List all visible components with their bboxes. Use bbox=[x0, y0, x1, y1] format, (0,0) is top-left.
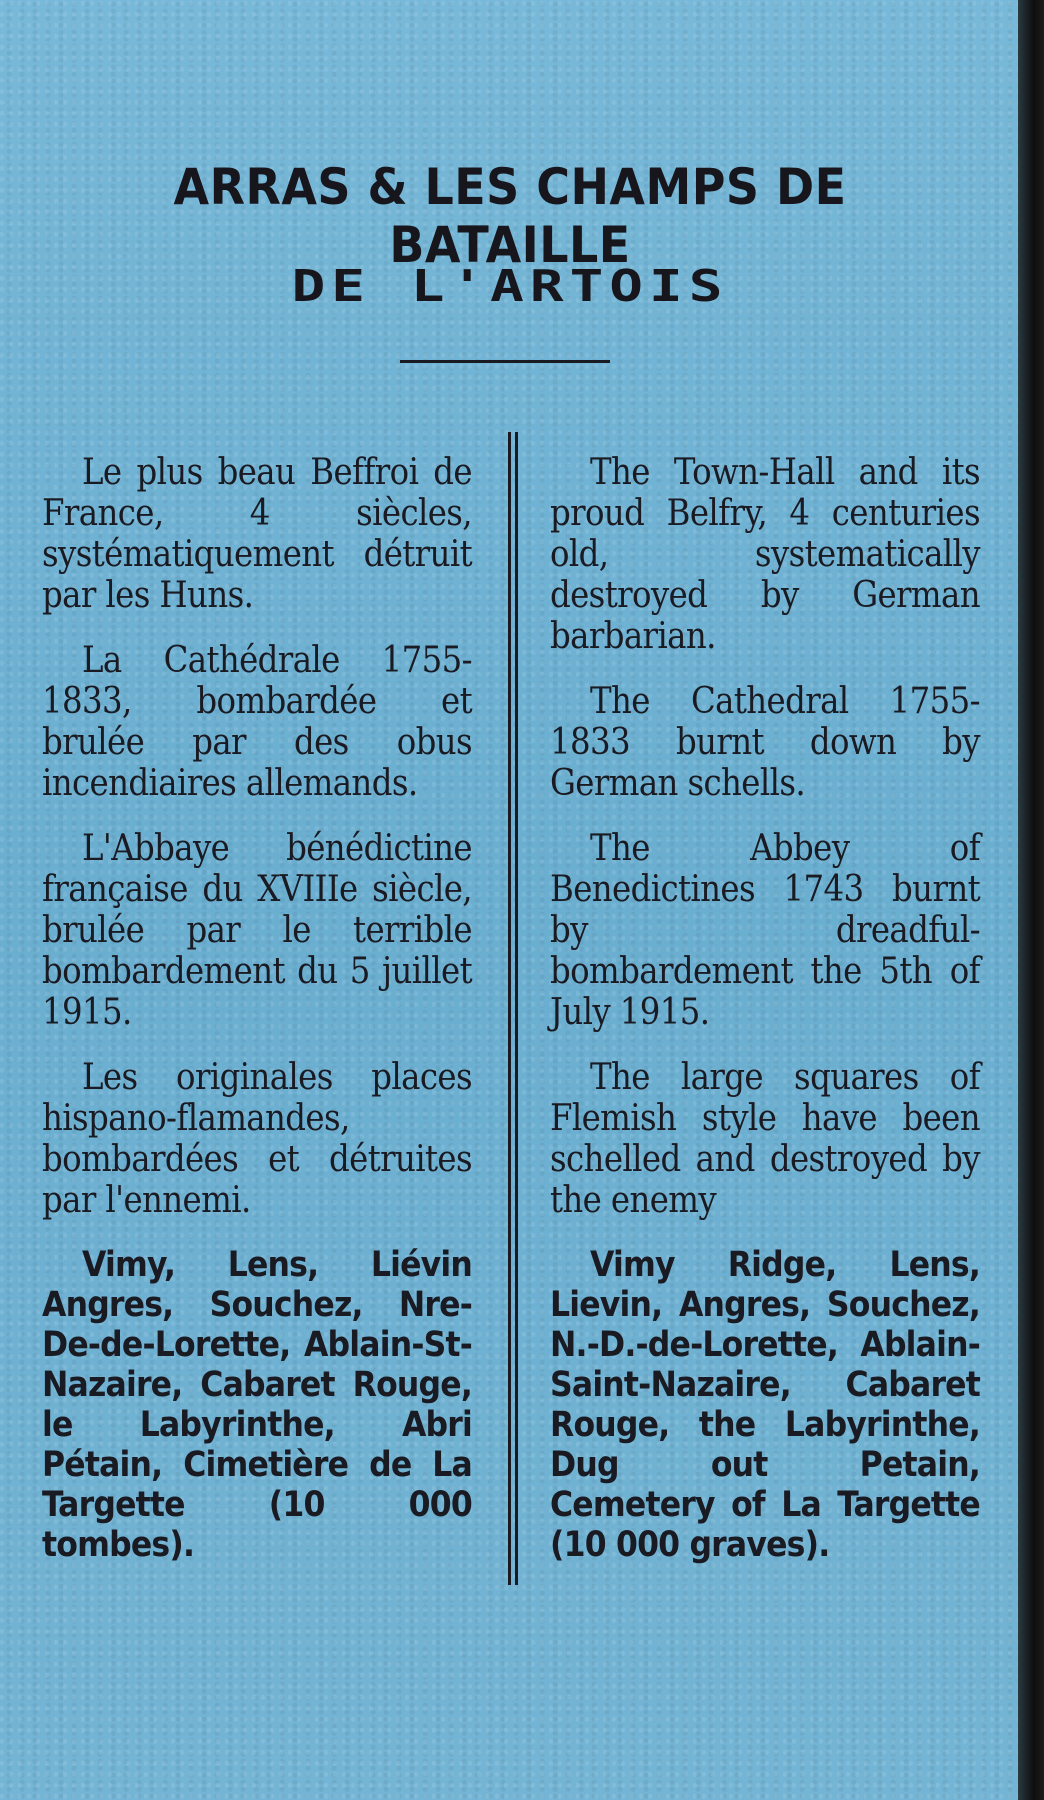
column-divider bbox=[508, 432, 518, 1585]
paragraph-abbey-en: The Abbey of Benedictines 1743 burnt by dreadful-bombardement the 5th of July 1915. bbox=[550, 828, 980, 1033]
english-column bbox=[550, 452, 980, 1589]
paragraph-squares-fr: Les originales places hispano-flamandes, bombardées et détruites par l'ennemi. bbox=[42, 1057, 472, 1221]
paragraph-abbey-fr: L'Abbaye bénédictine française du XVIIIe siècle, brulée par le terrible bombardement du 5 juillet 1915. bbox=[42, 828, 472, 1033]
french-column bbox=[42, 452, 472, 1589]
page-title: ARRAS & LES CHAMPS DE BATAILLE bbox=[173, 158, 847, 274]
paragraph-squares-en: The large squares of Flemish style have been schelled and destroyed by the enemy bbox=[550, 1057, 980, 1221]
paragraph-battlefields-fr: Vimy, Lens, Liévin Angres, Souchez, Nre-De-de-Lorette, Ablain-St-Nazaire, Cabaret Rouge, le Labyrinthe, Abri Pétain, Cimetière de La Targette (10 000 tombes). bbox=[42, 1245, 472, 1565]
paragraph-cathedral-en: The Cathedral 1755-1833 burnt down by German schells. bbox=[550, 681, 980, 804]
page-subtitle: DE L'ARTOIS bbox=[291, 261, 729, 312]
page-edge bbox=[1018, 0, 1044, 1800]
title-divider bbox=[400, 360, 610, 363]
paragraph-belfry-en: The Town-Hall and its proud Belfry, 4 centuries old, systematically destroyed by German barbarian. bbox=[550, 452, 980, 657]
paragraph-battlefields-en: Vimy Ridge, Lens, Lievin, Angres, Souchez, N.-D.-de-Lorette, Ablain-Saint-Nazaire, Cabaret Rouge, the Labyrinthe, Dug out Petain, Cemetery of La Targette (10 000 graves). bbox=[550, 1245, 980, 1565]
paragraph-cathedral-fr: La Cathédrale 1755-1833, bombardée et brulée par des obus incendiaires allemands. bbox=[42, 640, 472, 804]
paragraph-belfry-fr: Le plus beau Beffroi de France, 4 siècles, systématiquement détruit par les Huns. bbox=[42, 452, 472, 616]
